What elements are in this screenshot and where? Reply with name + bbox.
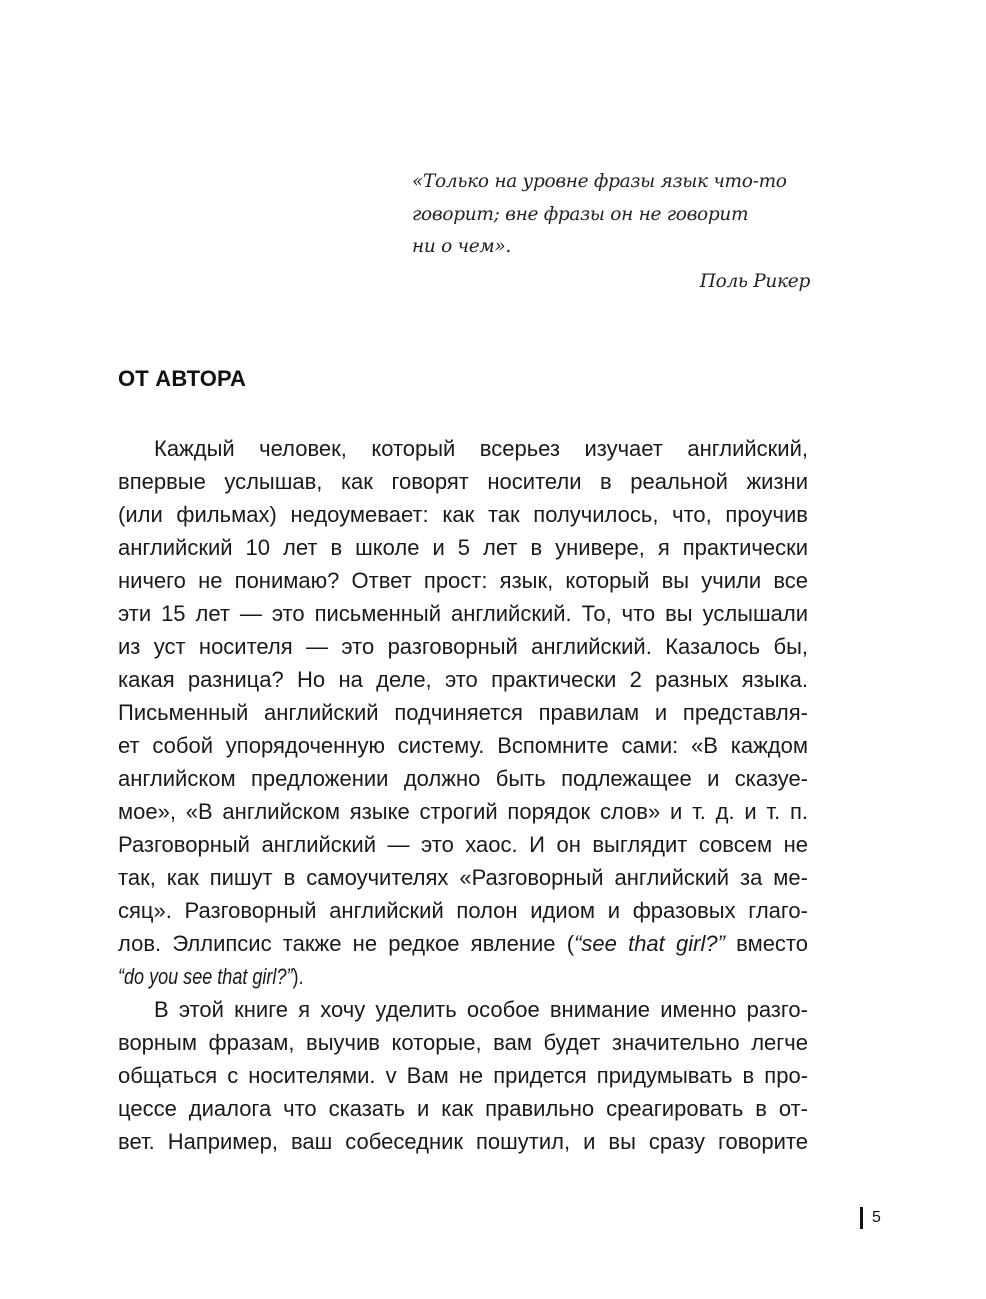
text-line: Разговорный английский — это хаос. И он выглядит совсем не <box>118 832 808 857</box>
page-number-divider <box>860 1207 863 1229</box>
epigraph-line: ни о чем». <box>412 236 511 257</box>
text-line-mixed <box>118 960 684 993</box>
text-line: какая разница? Но на деле, это практически 2 разных языка. <box>118 667 808 692</box>
page-number-value: 5 <box>872 1209 881 1226</box>
text-line: мое», «В английском языке строгий порядок слов» и т. д. и т. п. <box>118 799 808 824</box>
text-line: Письменный английский подчиняется правилам и представля- <box>118 700 808 725</box>
italic-example: “see that girl?” <box>574 931 725 956</box>
text-line: английский 10 лет в школе и 5 лет в универе, я практически <box>118 535 808 560</box>
text-fragment: лов. Эллипсис также не редкое явление ( <box>118 931 575 956</box>
text-line: ворным фразам, выучив которые, вам будет значительно легче <box>118 1030 808 1055</box>
text-line: цессе диалога что сказать и как правильно среагировать в от- <box>118 1096 808 1121</box>
text-fragment: вместо <box>724 931 808 956</box>
body-text <box>118 432 808 1158</box>
italic-example: “do you see that girl?” <box>118 964 293 989</box>
page-number <box>860 1206 881 1230</box>
text-line: английском предложении должно быть подлежащее и сказуе- <box>118 766 808 791</box>
text-line: ет собой упорядоченную систему. Вспомните сами: «В каждом <box>118 733 808 758</box>
text-line: так, как пишут в самоучителях «Разговорный английский за ме- <box>118 865 808 890</box>
text-line: вет. Например, ваш собеседник пошутил, и вы сразу говорите <box>118 1129 808 1154</box>
text-line: из уст носителя — это разговорный английский. Казалось бы, <box>118 634 808 659</box>
text-line: ничего не понимаю? Ответ прост: язык, который вы учили все <box>118 568 808 593</box>
text-fragment: ). <box>292 964 304 989</box>
text-line: общаться с носителями. v Вам не придется придумывать в про- <box>118 1063 808 1088</box>
text-line: сяц». Разговорный английский полон идиом и фразовых глаго- <box>118 898 808 923</box>
epigraph-author: Поль Рикер <box>699 270 810 292</box>
section-heading: ОТ АВТОРА <box>118 366 247 391</box>
epigraph-line: говорит; вне фразы он не говорит <box>412 203 749 225</box>
text-line-mixed <box>118 927 808 960</box>
text-line: Каждый человек, который всерьез изучает английский, <box>154 436 808 461</box>
epigraph-line: «Только на уровне фразы язык что-то <box>412 171 787 192</box>
text-line: В этой книге я хочу уделить особое внимание именно разго- <box>154 997 808 1022</box>
text-line: эти 15 лет — это письменный английский. То, что вы услышали <box>118 601 808 626</box>
text-line: (или фильмах) недоумевает: как так получилось, что, проучив <box>118 502 808 527</box>
text-line: впервые услышав, как говорят носители в реальной жизни <box>118 469 808 494</box>
epigraph <box>412 166 812 298</box>
